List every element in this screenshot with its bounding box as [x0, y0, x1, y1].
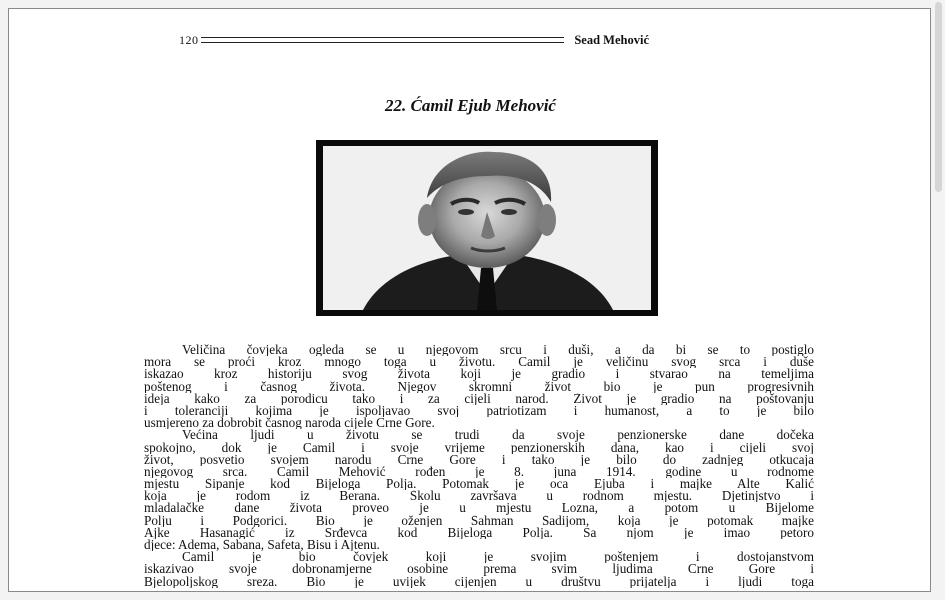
text-line: Polju i Podgorici. Bio je oženjen Šahman Šadijom, koja je potomak majke — [144, 514, 814, 527]
portrait-photo — [323, 146, 651, 310]
portrait-photo-frame — [316, 140, 658, 316]
chapter-title: 22. Ćamil Ejub Mehović — [385, 96, 556, 115]
text-line: poštenog i časnog života. Njegov skromni život bio je pun progresivnih — [144, 380, 814, 393]
text-line: Ajke Hasanagić iz Srđevca kod Bijeloga Polja. Sa njom je imao petoro — [144, 526, 814, 539]
document-page — [8, 8, 931, 592]
text-line: iskazivao svoje dobronamjerne osobine prema svim ljudima Crne Gore i — [144, 563, 814, 576]
page-number: 120 — [179, 32, 199, 47]
running-header — [179, 32, 649, 48]
text-line: njegovog srca. Ćamil Mehović rođen je 8. juna 1914. godine u rodnome — [144, 465, 814, 479]
portrait-photo-icon — [323, 146, 651, 310]
vertical-scrollbar[interactable] — [931, 0, 945, 600]
text-line: ideja kako za porodicu tako i za cijeli narod. Život je gradio na poštovanju — [144, 392, 814, 405]
scrollbar-thumb[interactable] — [935, 2, 942, 192]
text-line: mora se proći kroz mnogo toga u životu. Ćamil je veličinu svog srca i duše — [144, 356, 814, 369]
body-text — [144, 344, 814, 588]
text-line: Ćamil je bio čovjek koji je svojim poštenjem i dostojanstvom — [182, 551, 814, 564]
text-line: Većina ljudi u životu se trudi da svoje penzionerske dane dočeka — [182, 429, 814, 442]
text-line: život, posvetio svojem narodu Crne Gore i tako je bilo do zadnjeg otkucaja — [144, 453, 814, 466]
text-line: djece: Adema, Šabana, Safeta, Bisu i Ajtenu. — [144, 539, 380, 552]
text-line: mjestu Šipanje kod Bijeloga Polja. Potomak je oca Ejuba i majke Alte Kalić — [144, 478, 814, 491]
text-line: spokojno, dok je Ćamil i svoje vrijeme penzionerskih dana, kao i cijeli svoj — [144, 441, 814, 454]
text-line: koja je rodom iz Berana. Školu završava u rodnom mjestu. Djetinjstvo i — [144, 490, 814, 503]
text-line: usmjereno za dobrobit časnog naroda cijele Crne Gore. — [144, 417, 435, 430]
text-line: mladalačke dane života proveo je u mjestu Lozna, a potom u Bijelome — [144, 502, 814, 515]
text-line: Veličina čovjeka ogleda se u njegovom srcu i duši, a da bi se to postiglo — [182, 344, 814, 357]
text-line: iskazao kroz historiju svog života koji je gradio i stvarao na temeljima — [144, 368, 814, 381]
text-line: i toleranciji kojima je ispoljavao svoj patriotizam i humanost, a to je bilo — [144, 404, 814, 418]
text-line: Bjelopoljskog sreza. Bio je uvijek cijenjen u društvu prijatelja i ljudi toga — [144, 575, 814, 588]
author-name: Sead Mehović — [574, 32, 649, 47]
header-rule — [201, 37, 565, 43]
